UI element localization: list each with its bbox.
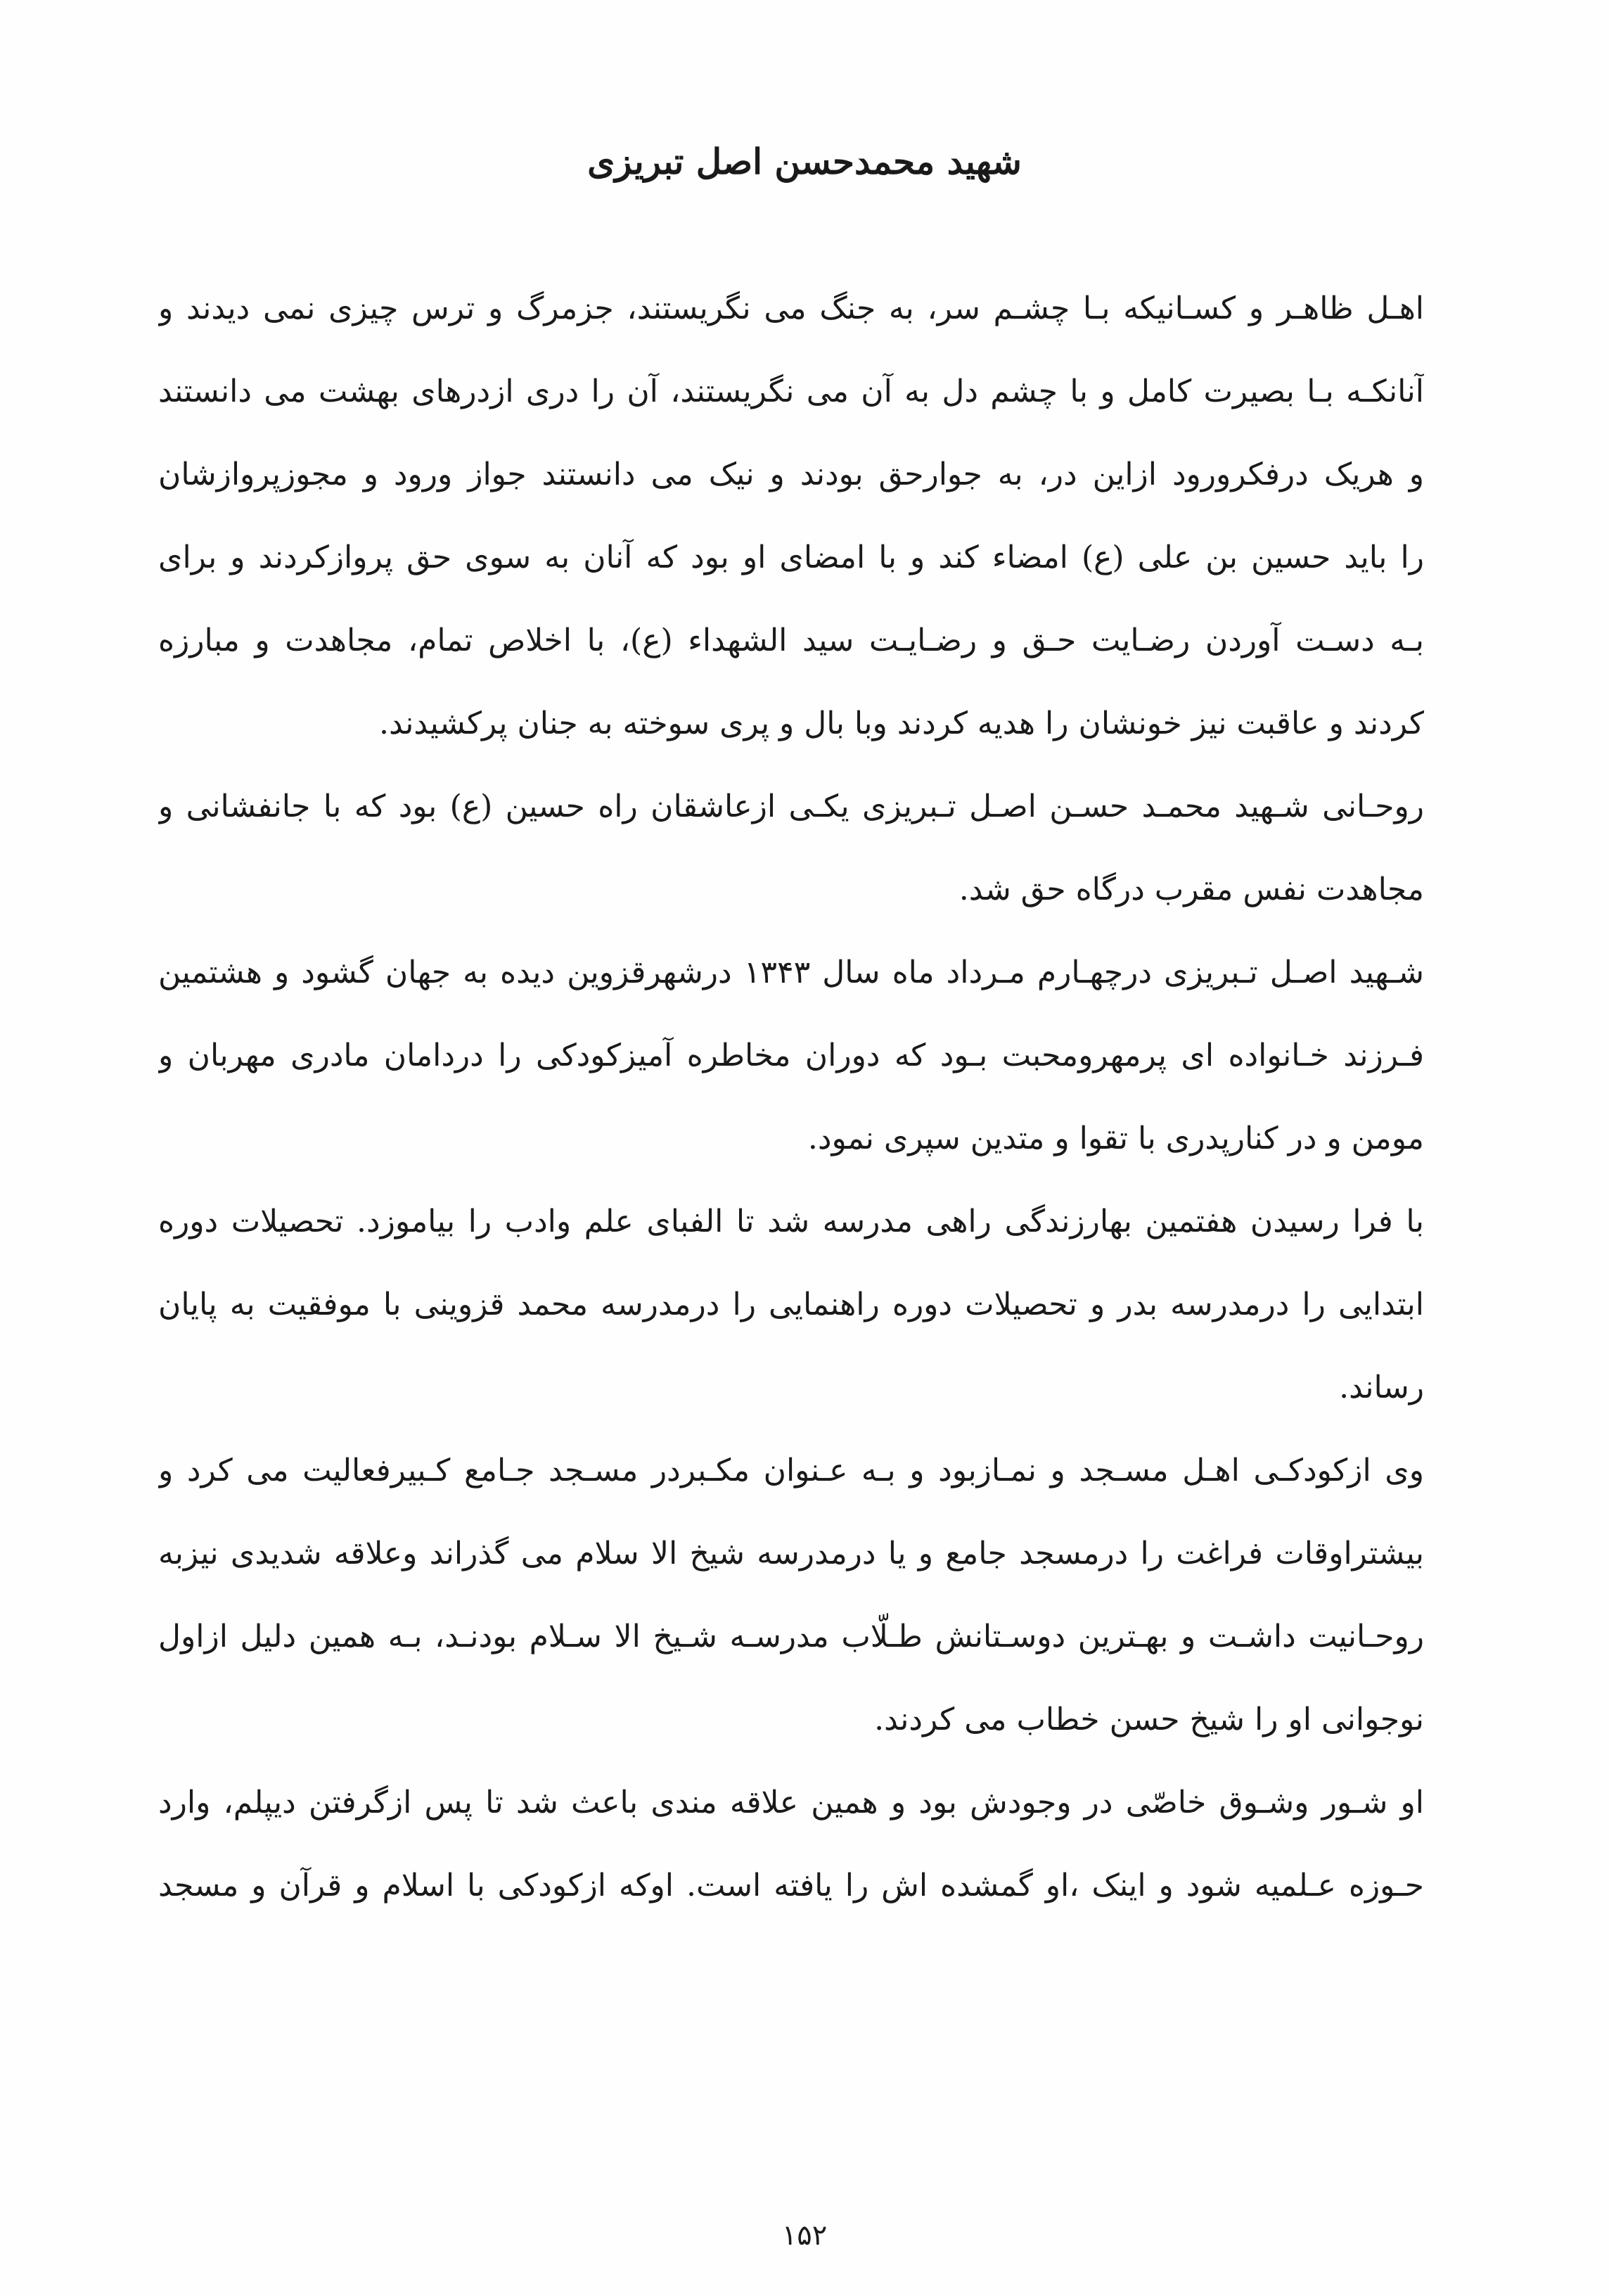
text-line: مومن و در کنارپدری با تقوا و متدین سپری نمود. [807, 1121, 1424, 1156]
text-line: و هریک درفکرورود ازاین در، به جوارحق بودند و نیک می دانستند جواز ورود و مجوزپروازشان [158, 457, 1424, 492]
page-number: ۱۵۲ [781, 2219, 828, 2252]
body-text [158, 267, 1424, 1927]
text-line: روحـانیت داشـت و بهـترین دوسـتانش طـلّاب مدرسـه شـیخ الا سـلام بودنـد، بـه همین دلیل ازاول [158, 1619, 1424, 1654]
text-line: را باید حسین بن علی (ع) امضاء کند و با امضای او بود که آنان به سوی حق پروازکردند و برای [158, 540, 1424, 575]
text-line: اهـل ظاهـر و کسـانیکه بـا چشـم سر، به جنگ می نگریستند، جزمرگ و ترس چیزی نمی دیدند و [158, 291, 1424, 326]
text-line: آنانکـه بـا بصیرت کامل و با چشم دل به آن می نگریستند، آن را دری ازدرهای بهشت می دانستند [158, 374, 1424, 409]
text-line: با فرا رسیدن هفتمین بهارزندگی راهی مدرسه شد تا الفبای علم وادب را بیاموزد. تحصیلات دوره [158, 1204, 1424, 1239]
text-line: بیشتراوقات فراغت را درمسجد جامع و یا درمدرسه شیخ الا سلام می گذراند وعلاقه شدیدی نیزبه [158, 1536, 1424, 1571]
text-line: نوجوانی او را شیخ حسن خطاب می کردند. [874, 1702, 1424, 1737]
text-line: روحـانی شـهید محمـد حسـن اصـل تـبریزی یکـی ازعاشقان راه حسین (ع) بود که با جانفشانی و [158, 789, 1424, 824]
text-line: کردند و عاقبت نیز خونشان را هدیه کردند وبا بال و پری سوخته به جنان پرکشیدند. [379, 706, 1424, 741]
text-line: رساند. [1339, 1370, 1424, 1405]
text-line: فـرزند خـانواده ای پرمهرومحبت بـود که دوران مخاطره آمیزکودکی را دردامان مادری مهربان و [158, 1038, 1424, 1073]
page-title: شهید محمدحسن اصل تبریزی [587, 141, 1022, 182]
text-line: مجاهدت نفس مقرب درگاه حق شد. [959, 872, 1424, 907]
text-line: شـهید اصـل تـبریزی درچهـارم مـرداد ماه سال ۱۳۴۳ درشهرقزوین دیده به جهان گشود و هشتمین [158, 955, 1424, 990]
text-line: او شـور وشـوق خاصّی در وجودش بود و همین علاقه مندی باعث شد تا پس ازگرفتن دیپلم، وارد [158, 1785, 1424, 1820]
text-line: ابتدایی را درمدرسه بدر و تحصیلات دوره راهنمایی را درمدرسه محمد قزوینی با موفقیت به پایان [158, 1287, 1424, 1322]
text-line: حـوزه عـلمیه شود و اینک ،او گمشده اش را یافته است. اوکه ازکودکی با اسلام و قرآن و مسجد [158, 1868, 1424, 1903]
text-line: بـه دسـت آوردن رضـایت حـق و رضـایـت سید الشهداء (ع)، با اخلاص تمام، مجاهدت و مبارزه [158, 623, 1424, 658]
text-line: وی ازکودکـی اهـل مسـجد و نمـازبود و بـه عـنوان مکـبردر مسـجد جـامع کـبیرفعالیت می کرد و [158, 1453, 1424, 1488]
